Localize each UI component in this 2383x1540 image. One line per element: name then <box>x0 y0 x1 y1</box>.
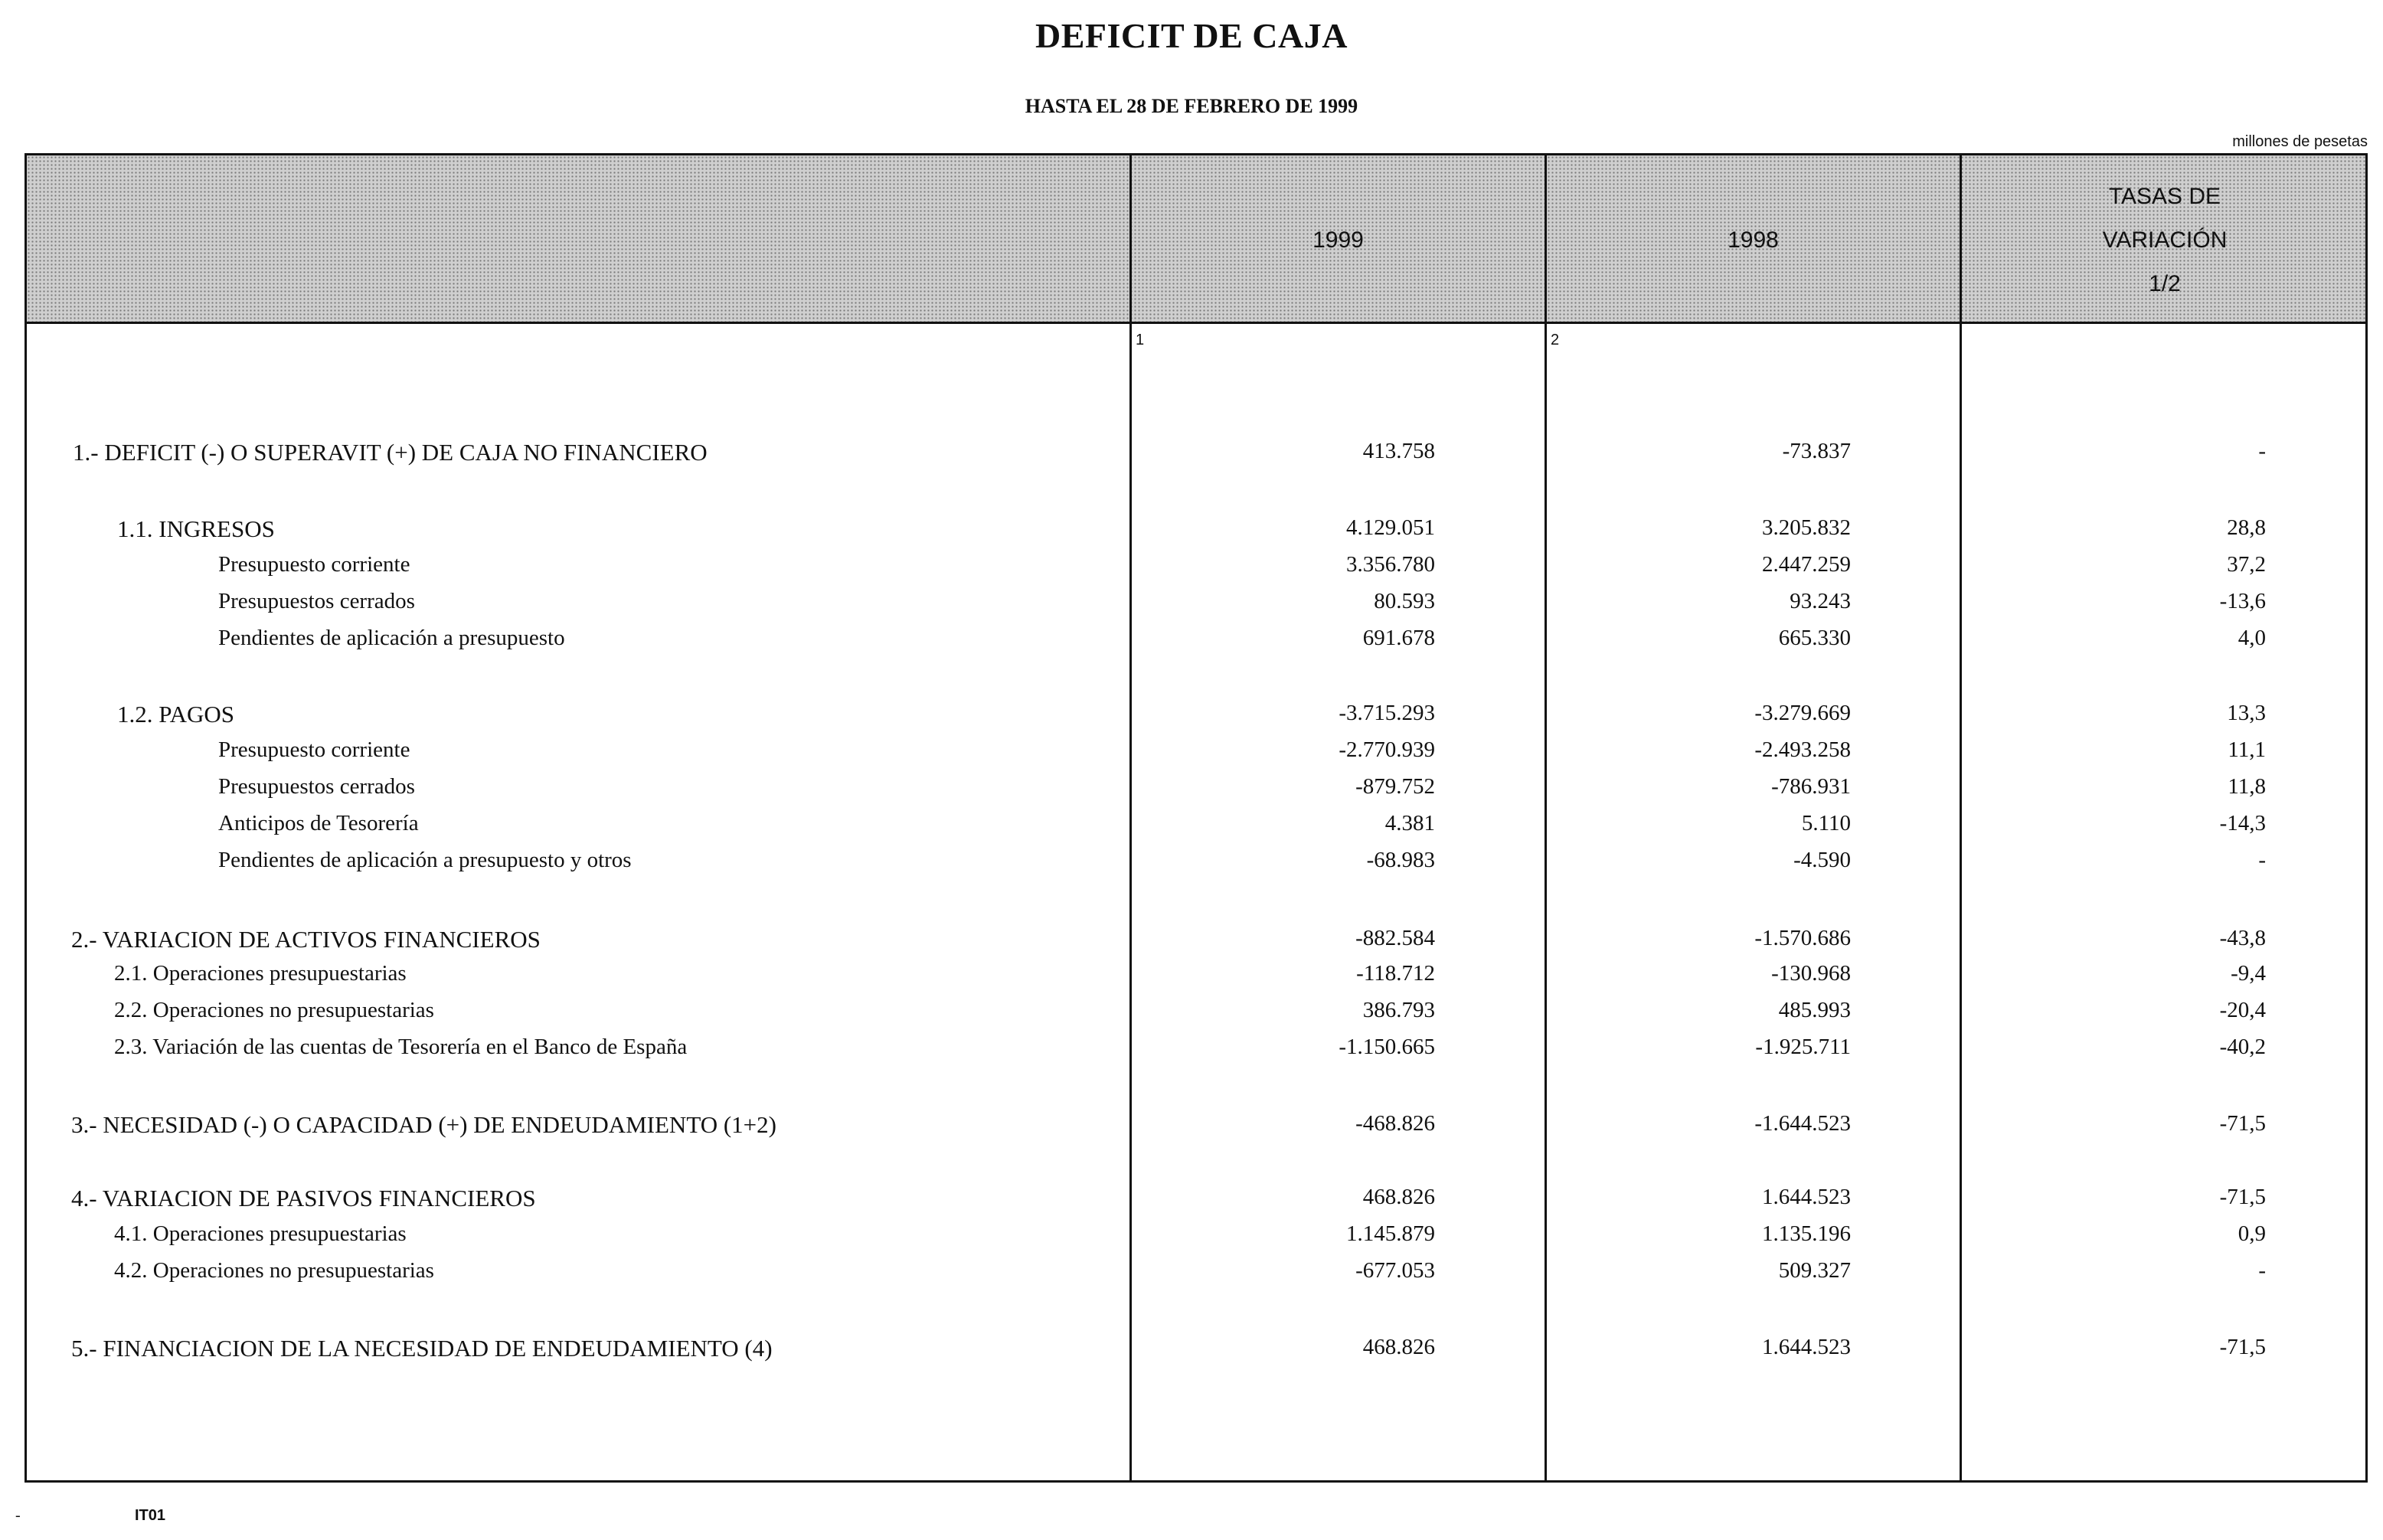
row-label: Presupuesto corriente <box>218 552 410 577</box>
value-1999: 4.129.051 <box>1346 515 1435 540</box>
value-rate: 37,2 <box>2227 552 2266 577</box>
column-number-2: 2 <box>1551 332 1560 348</box>
value-1999: 80.593 <box>1374 589 1435 613</box>
value-1999: 468.826 <box>1362 1185 1435 1209</box>
value-rate: 28,8 <box>2227 515 2266 540</box>
value-1998: -2.493.258 <box>1754 737 1851 762</box>
value-1999: -1.150.665 <box>1339 1035 1435 1059</box>
value-1999: 4.381 <box>1384 811 1435 835</box>
row-label: 2.1. Operaciones presupuestarias <box>114 961 407 986</box>
value-1998: -1.644.523 <box>1754 1111 1851 1136</box>
value-1999: -68.983 <box>1366 848 1435 872</box>
table-row <box>27 552 2365 586</box>
footer-code: IT01 <box>135 1507 166 1524</box>
value-rate: -13,6 <box>2219 589 2266 613</box>
value-rate: 4,0 <box>2238 626 2266 650</box>
header-rates <box>1962 155 2368 324</box>
header-rates-line3: 1/2 <box>2149 270 2181 296</box>
table-row <box>27 737 2365 771</box>
value-1999: -2.770.939 <box>1339 737 1435 762</box>
row-label: Presupuestos cerrados <box>218 774 415 799</box>
table-row <box>27 1185 2365 1218</box>
value-1998: 1.644.523 <box>1762 1185 1851 1209</box>
header-rates-line1: TASAS DE <box>2108 183 2221 209</box>
value-1998: 5.110 <box>1801 811 1851 835</box>
row-label: 5.- FINANCIACION DE LA NECESIDAD DE ENDEUDAMIENTO (4) <box>71 1335 773 1362</box>
value-rate: - <box>2258 439 2266 463</box>
value-1999: -3.715.293 <box>1339 701 1435 725</box>
units-note: millones de pesetas <box>2232 133 2368 150</box>
value-1999: 1.145.879 <box>1346 1221 1435 1246</box>
value-1998: -73.837 <box>1782 439 1851 463</box>
value-rate: -71,5 <box>2219 1185 2266 1209</box>
table-row <box>27 701 2365 734</box>
value-1998: 93.243 <box>1790 589 1851 613</box>
column-number-1: 1 <box>1136 332 1145 348</box>
row-label: 3.- NECESIDAD (-) O CAPACIDAD (+) DE ENDEUDAMIENTO (1+2) <box>71 1111 776 1138</box>
table-row <box>27 1111 2365 1145</box>
table-row <box>27 811 2365 845</box>
document-subtitle: HASTA EL 28 DE FEBRERO DE 1999 <box>1025 95 1358 117</box>
value-1998: 509.327 <box>1778 1258 1851 1283</box>
value-1998: 665.330 <box>1778 626 1851 650</box>
value-rate: - <box>2258 1258 2266 1283</box>
value-1998: -3.279.669 <box>1754 701 1851 725</box>
value-1998: -130.968 <box>1771 961 1851 986</box>
value-rate: -71,5 <box>2219 1335 2266 1359</box>
row-label: 4.1. Operaciones presupuestarias <box>114 1221 407 1246</box>
row-label: Presupuestos cerrados <box>218 589 415 613</box>
document-title: DEFICIT DE CAJA <box>1035 16 1348 55</box>
value-1999: 691.678 <box>1362 626 1435 650</box>
value-1999: 386.793 <box>1362 998 1435 1022</box>
value-rate: -71,5 <box>2219 1111 2266 1136</box>
table-row <box>27 1335 2365 1368</box>
value-1999: -882.584 <box>1355 926 1435 950</box>
value-1999: 468.826 <box>1362 1335 1435 1359</box>
value-1999: -677.053 <box>1355 1258 1435 1283</box>
value-rate: -43,8 <box>2219 926 2266 950</box>
value-1998: 1.644.523 <box>1762 1335 1851 1359</box>
value-1999: -879.752 <box>1355 774 1435 799</box>
value-1999: -118.712 <box>1356 961 1435 986</box>
value-rate: - <box>2258 848 2266 872</box>
value-rate: 13,3 <box>2227 701 2266 725</box>
table-row <box>27 774 2365 808</box>
table-row <box>27 515 2365 549</box>
value-rate: 0,9 <box>2238 1221 2266 1246</box>
row-label: 2.- VARIACION DE ACTIVOS FINANCIEROS <box>71 926 541 953</box>
row-label: 4.- VARIACION DE PASIVOS FINANCIEROS <box>71 1185 536 1211</box>
table-row <box>27 848 2365 881</box>
table-row <box>27 626 2365 659</box>
table-row <box>27 439 2365 472</box>
value-1999: 413.758 <box>1362 439 1435 463</box>
value-1999: -468.826 <box>1355 1111 1435 1136</box>
value-1998: -1.925.711 <box>1755 1035 1851 1059</box>
value-rate: -9,4 <box>2231 961 2266 986</box>
row-label: Presupuesto corriente <box>218 737 410 762</box>
table-row <box>27 1035 2365 1068</box>
row-label: Anticipos de Tesorería <box>218 811 419 835</box>
row-label: Pendientes de aplicación a presupuesto <box>218 626 565 650</box>
table-row <box>27 998 2365 1032</box>
value-1999: 3.356.780 <box>1346 552 1435 577</box>
header-1999: 1999 <box>1312 227 1364 253</box>
value-1998: 485.993 <box>1778 998 1851 1022</box>
header-1998: 1998 <box>1728 227 1779 253</box>
value-rate: -20,4 <box>2219 998 2266 1022</box>
deficit-table <box>25 153 2368 1483</box>
row-label: 2.2. Operaciones no presupuestarias <box>114 998 434 1022</box>
row-label: 4.2. Operaciones no presupuestarias <box>114 1258 434 1283</box>
row-label: 2.3. Variación de las cuentas de Tesorería en el Banco de España <box>114 1035 688 1059</box>
table-row <box>27 589 2365 623</box>
header-rates-line2: VARIACIÓN <box>2102 227 2228 253</box>
table-row <box>27 961 2365 995</box>
value-1998: 2.447.259 <box>1762 552 1851 577</box>
value-1998: -1.570.686 <box>1754 926 1851 950</box>
value-rate: 11,1 <box>2228 737 2266 762</box>
value-1998: 1.135.196 <box>1762 1221 1851 1246</box>
value-1998: -786.931 <box>1771 774 1851 799</box>
row-label: 1.2. PAGOS <box>117 701 235 727</box>
row-label: Pendientes de aplicación a presupuesto y otros <box>218 848 632 872</box>
footer-dash: - <box>15 1507 21 1524</box>
value-rate: -14,3 <box>2219 811 2266 835</box>
value-rate: -40,2 <box>2219 1035 2266 1059</box>
value-1998: -4.590 <box>1793 848 1851 872</box>
table-row <box>27 1258 2365 1292</box>
row-label: 1.1. INGRESOS <box>117 515 275 542</box>
row-label: 1.- DEFICIT (-) O SUPERAVIT (+) DE CAJA NO FINANCIERO <box>73 439 708 466</box>
table-row <box>27 1221 2365 1255</box>
table-row <box>27 926 2365 960</box>
value-1998: 3.205.832 <box>1762 515 1851 540</box>
value-rate: 11,8 <box>2228 774 2266 799</box>
